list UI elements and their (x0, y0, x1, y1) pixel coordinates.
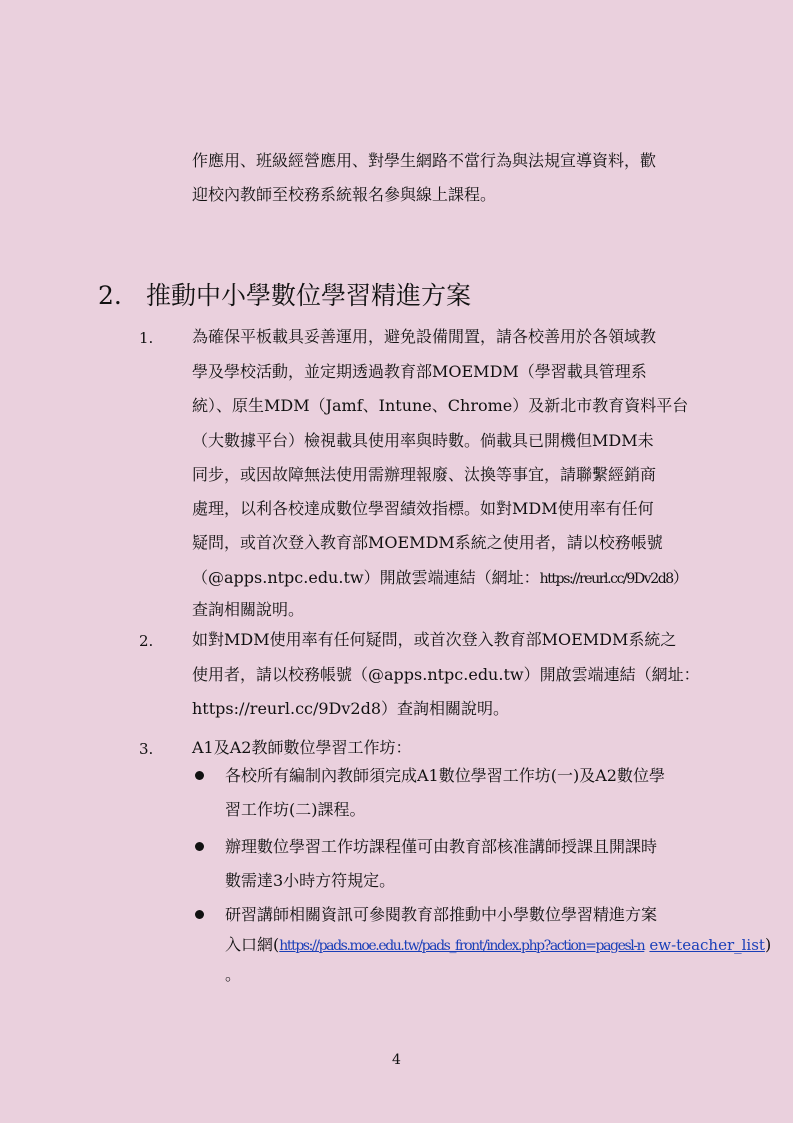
item-2-line: 使用者，請以校務帳號（@apps.ntpc.edu.tw）開啟雲端連結（網址： (192, 665, 700, 684)
item-1-line-8-suffix: ） (672, 568, 689, 587)
section-number: 2. (98, 281, 122, 310)
item-2-line: https://reurl.cc/9Dv2d8）查詢相關說明。 (192, 699, 510, 718)
bullet-2-line-2: 數需達3小時方符規定。 (225, 871, 396, 890)
page-number: 4 (392, 1052, 401, 1068)
item-1-line: 處理，以利各校達成數位學習績效指標。如對MDM使用率有任何 (192, 499, 654, 518)
item-1-line: 疑問，或首次登入教育部MOEMDM系統之使用者，請以校務帳號 (192, 533, 663, 552)
item-3-marker: 3. (139, 740, 154, 758)
bullet-3-line-1: 研習講師相關資訊可參閱教育部推動中小學數位學習精進方案 (225, 905, 658, 924)
item-2-line: 如對MDM使用率有任何疑問，或首次登入教育部MOEMDM系統之 (192, 630, 677, 649)
bullet-dot-icon (195, 910, 204, 919)
intro-line-1: 作應用、班級經營應用、對學生網路不當行為與法規宣導資料，歡 (192, 151, 657, 170)
item-1-line: 統）、原生MDM（Jamf、Intune、Chrome）及新北市教育資料平台 (192, 396, 689, 415)
bullet-1-line-1: 各校所有編制內教師須完成A1數位學習工作坊(一)及A2數位學 (225, 766, 665, 785)
bullet-3-suffix: ) (764, 935, 772, 954)
bullet-2-line-1: 辦理數位學習工作坊課程僅可由教育部核准講師授課且開課時 (225, 837, 658, 856)
portal-link-part-a[interactable]: https://pads.moe.edu.tw/pads_front/index.php?action=pagesl-n (279, 938, 645, 954)
bullet-dot-icon (195, 842, 204, 851)
item-1-line: （大數據平台）檢視載具使用率與時數。倘載具已開機但MDM未 (192, 431, 654, 450)
bullet-3-line-2 (225, 935, 771, 956)
item-3-title: A1及A2教師數位學習工作坊： (192, 738, 412, 757)
bullet-3-prefix: 入口網( (225, 935, 280, 954)
portal-link-part-b[interactable]: ew-teacher_list (649, 936, 765, 954)
item-1-line: 學及學校活動，並定期透過教育部MOEMDM（學習載具管理系 (192, 362, 647, 381)
bullet-dot-icon (195, 771, 204, 780)
item-1-line: 同步，或因故障無法使用需辦理報廢、汰換等事宜，請聯繫經銷商 (192, 465, 657, 484)
section-title: 推動中小學數位學習精進方案 (146, 281, 472, 310)
item-1-line-8 (192, 568, 689, 589)
item-2-marker: 2. (139, 632, 154, 650)
item-1-line-8-prefix: （@apps.ntpc.edu.tw）開啟雲端連結（網址： (192, 568, 540, 587)
section-heading (98, 279, 471, 313)
bullet-1-line-2: 習工作坊(二)課程。 (225, 800, 366, 819)
intro-line-2: 迎校內教師至校務系統報名參與線上課程。 (192, 185, 497, 204)
item-1-marker: 1. (139, 329, 154, 347)
item-1-url: https://reurl.cc/9Dv2d8 (539, 571, 673, 587)
item-1-line: 為確保平板載具妥善運用，避免設備閒置，請各校善用於各領域教 (192, 327, 657, 346)
bullet-3-line-3: 。 (225, 965, 242, 984)
item-1-line-9: 查詢相關說明。 (192, 600, 305, 619)
